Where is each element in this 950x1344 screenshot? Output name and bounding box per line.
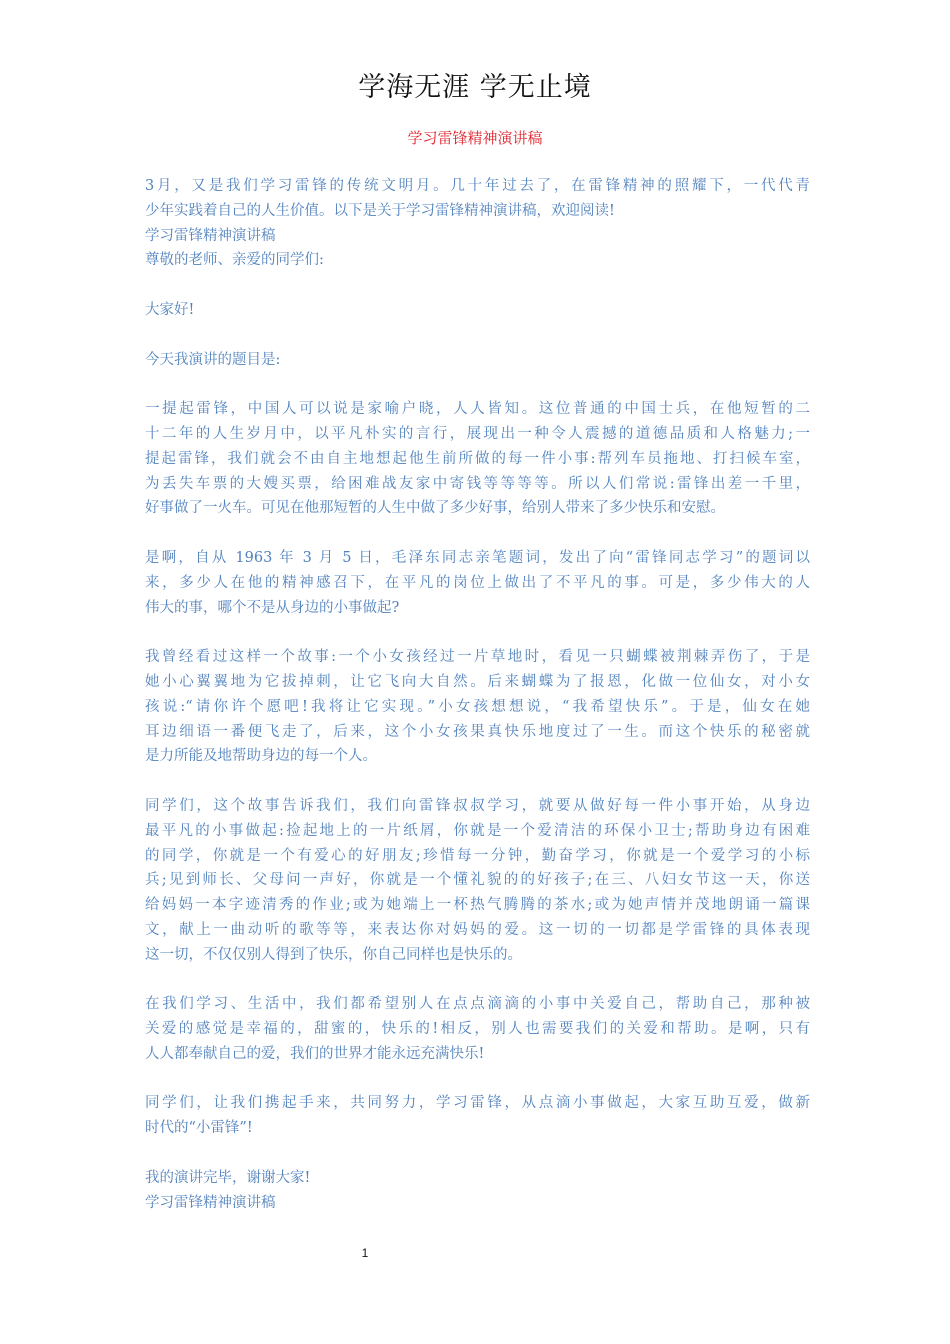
body-line: 的同学，你就是一个有爱心的好朋友;珍惜每一分钟，勤奋学习，你就是一个爱学习的小标 [145, 847, 810, 864]
body-line: 大家好! [145, 301, 195, 318]
body-line: 伟大的事，哪个不是从身边的小事做起? [145, 599, 400, 616]
body-line: 给妈妈一本字迹清秀的作业;或为她端上一杯热气腾腾的茶水;或为她声情并茂地朗诵一篇课 [145, 897, 810, 914]
body-line: 一提起雷锋，中国人可以说是家喻户晓，人人皆知。这位普通的中国士兵，在他短暂的二 [145, 401, 810, 418]
body-line: 3月，又是我们学习雷锋的传统文明月。几十年过去了，在雷锋精神的照耀下，一代代青 [145, 178, 810, 194]
blank-line [145, 1141, 810, 1166]
body-line: 今天我演讲的题目是: [145, 351, 281, 368]
body-line: 她小心翼翼地为它拔掉刺，让它飞向大自然。后来蝴蝶为了报恩，化做一位仙女，对小女 [145, 673, 810, 690]
body-line: 时代的“小雷锋”! [145, 1120, 253, 1137]
blank-line [145, 620, 810, 645]
blank-line [145, 968, 810, 993]
body-line: 尊敬的老师、亲爱的同学们: [145, 252, 324, 269]
blank-line [145, 372, 810, 397]
body-line: 同学们，这个故事告诉我们，我们向雷锋叔叔学习，就要从做好每一件小事开始，从身边 [145, 797, 810, 814]
blank-line [145, 521, 810, 546]
body-line: 这一切，不仅仅别人得到了快乐，你自己同样也是快乐的。 [145, 946, 522, 963]
body-line: 学习雷锋精神演讲稿 [145, 1194, 276, 1211]
body-line: 提起雷锋，我们就会不由自主地想起他生前所做的每一件小事:帮列车员拖地、打扫候车室， [145, 450, 810, 467]
body-line: 文，献上一曲动听的歌等等，来表达你对妈妈的爱。这一切的一切都是学雷锋的具体表现 [145, 921, 810, 938]
body-line: 耳边细语一番便飞走了，后来，这个小女孩果真快乐地度过了一生。而这个快乐的秘密就 [145, 723, 810, 740]
blank-line [145, 323, 810, 348]
body-line: 学习雷锋精神演讲稿 [145, 227, 276, 244]
body-line: 我曾经看过这样一个故事:一个小女孩经过一片草地时，看见一只蝴蝶被荆棘弄伤了，于是 [145, 649, 810, 666]
document-subtitle: 学习雷锋精神演讲稿 [407, 129, 543, 147]
body-line: 孩说:“请你许个愿吧!我将让它实现。”小女孩想想说，“我希望快乐”。于是，仙女在她 [145, 698, 810, 715]
body-line: 在我们学习、生活中，我们都希望别人在点点滴滴的小事中关爱自己，帮助自己，那种被 [145, 996, 810, 1013]
body-line: 人人都奉献自己的爱，我们的世界才能永远充满快乐! [145, 1045, 485, 1062]
body-line: 十二年的人生岁月中，以平凡朴实的言行，展现出一种令人震撼的道德品质和人格魅力;一 [145, 425, 810, 442]
body-line: 是啊，自从 1963 年 3 月 5 日，毛泽东同志亲笔题词，发出了向“雷锋同志学习”的题词以 [145, 549, 810, 566]
document-body [145, 174, 810, 1215]
blank-line [145, 1067, 810, 1092]
blank-line [145, 769, 810, 794]
body-line: 是力所能及地帮助身边的每一个人。 [145, 748, 377, 765]
header-title: 学海无涯 学无止境 [358, 72, 592, 103]
blank-line [145, 273, 810, 298]
body-line: 为丢失车票的大嫂买票，给困难战友家中寄钱等等等等。所以人们常说:雷锋出差一千里， [145, 475, 810, 492]
body-line: 少年实践着自己的人生价值。以下是关于学习雷锋精神演讲稿，欢迎阅读! [145, 202, 615, 219]
body-line: 我的演讲完毕，谢谢大家! [145, 1169, 311, 1186]
body-line: 兵;见到师长、父母问一声好，你就是一个懂礼貌的的好孩子;在三、八妇女节这一天，你送 [145, 872, 810, 889]
body-line: 最平凡的小事做起:捡起地上的一片纸屑，你就是一个爱清洁的环保小卫士;帮助身边有困难 [145, 822, 810, 839]
page-number: 1 [361, 1246, 369, 1260]
body-line: 好事做了一火车。可见在他那短暂的人生中做了多少好事，给别人带来了多少快乐和安慰。 [145, 500, 725, 517]
body-line: 来，多少人在他的精神感召下，在平凡的岗位上做出了不平凡的事。可是，多少伟大的人 [145, 574, 810, 591]
body-line: 同学们，让我们携起手来，共同努力，学习雷锋，从点滴小事做起，大家互助互爱，做新 [145, 1095, 810, 1112]
body-line: 关爱的感觉是幸福的，甜蜜的，快乐的!相反，别人也需要我们的关爱和帮助。是啊，只有 [145, 1021, 810, 1038]
